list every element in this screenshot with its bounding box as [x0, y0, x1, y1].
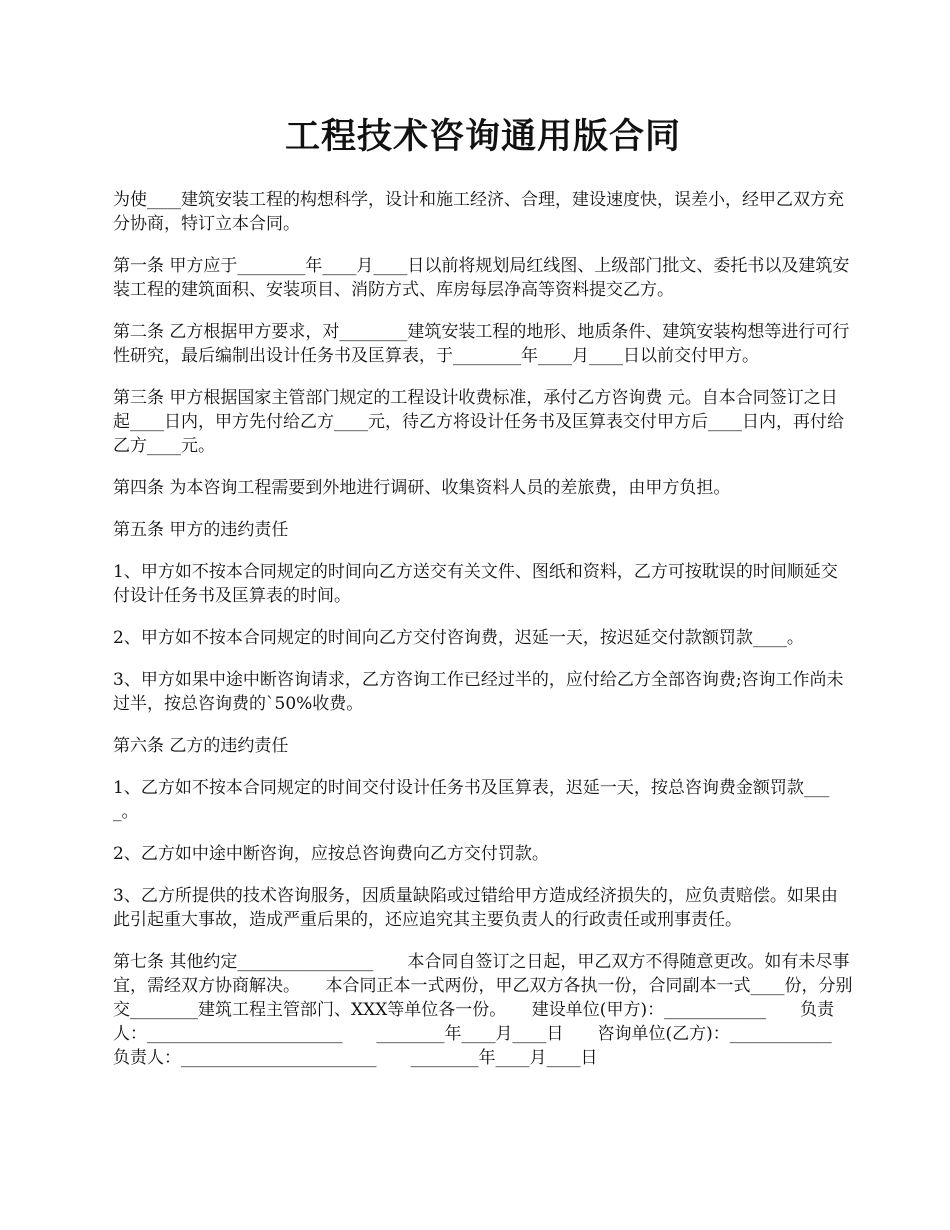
article-6-clause-3: 3、乙方所提供的技术咨询服务，因质量缺陷或过错给甲方造成经济损失的，应负责赔偿。如果由此引起重大事故，造成严重后果的，还应追究其主要负责人的行政责任或刑事责任。: [113, 886, 838, 930]
preamble-paragraph: 为使____建筑安装工程的构想科学，设计和施工经济、合理，建设速度快，误差小，经甲乙双方充分协商，特订立本合同。: [113, 190, 844, 234]
contract-title: 工程技术咨询通用版合同: [284, 117, 681, 157]
article-5-heading: 第五条 甲方的违约责任: [113, 520, 289, 540]
article-4-paragraph: 第四条 为本咨询工程需要到外地进行调研、收集资料人员的差旅费，由甲方负担。: [113, 478, 731, 498]
article-3-paragraph: 第三条 甲方根据国家主管部门规定的工程设计收费标准，承付乙方咨询费 元。自本合同签订之日起____日内，甲方先付给乙方____元，待乙方将设计任务书及匡算表交付甲方后____日内，再付给乙方____元。: [113, 388, 844, 456]
article-5-clause-3: 3、甲方如果中途中断咨询请求，乙方咨询工作已经过半的，应付给乙方全部咨询费;咨询工作尚未过半，按总咨询费的`50%收费。: [113, 670, 844, 714]
article-6-clause-2: 2、乙方如中途中断咨询，应按总咨询费向乙方交付罚款。: [113, 844, 549, 864]
contract-page: [113, 112, 866, 1088]
article-6-heading: 第六条 乙方的违约责任: [113, 736, 289, 756]
article-2-paragraph: 第二条 乙方根据甲方要求，对________建筑安装工程的地形、地质条件、建筑安装构想等进行可行性研究，最后编制出设计任务书及匡算表，于________年____月____日以前交付甲方。: [113, 322, 850, 366]
article-6-clause-1: 1、乙方如不按本合同规定的时间交付设计任务书及匡算表，迟延一天，按总咨询费金额罚款____。: [113, 778, 830, 822]
article-5-clause-2: 2、甲方如不按本合同规定的时间向乙方交付咨询费，迟延一天，按迟延交付款额罚款____。: [113, 628, 804, 648]
article-5-clause-1: 1、甲方如不按本合同规定的时间向乙方送交有关文件、图纸和资料，乙方可按耽误的时间顺延交付设计任务书及匡算表的时间。: [113, 562, 838, 606]
article-1-paragraph: 第一条 甲方应于________年____月____日以前将规划局红线图、上级部门批文、委托书以及建筑安装工程的建筑面积、安装项目、消防方式、库房每层净高等资料提交乙方。: [113, 256, 850, 300]
article-7-signature-block: 第七条 其他约定________________ 本合同自签订之日起，甲乙双方不得随意更改。如有未尽事宜，需经双方协商解决。 本合同正本一式两份，甲乙双方各执一份，合同副本一式____份，分别交________建筑工程主管部门、XXX等单位各一份。 建设单位(甲方)：____________ 负责人：_______________________ ________年____月____日 咨询单位(乙方)：____________ 负责人：_______________________ ________年____月____日: [113, 952, 866, 1068]
